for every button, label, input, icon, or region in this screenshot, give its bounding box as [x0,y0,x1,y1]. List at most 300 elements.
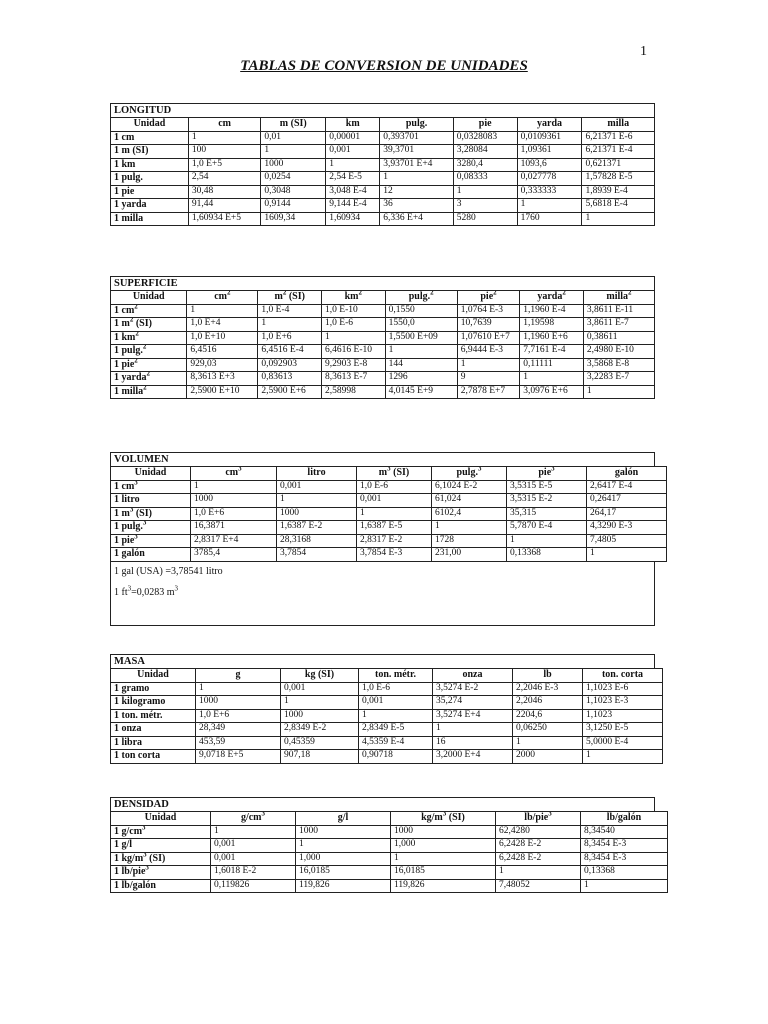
row-unit: 1 libra [111,736,196,750]
table-row [111,131,655,145]
table-cell: 1,1023 E-6 [583,682,663,696]
row-unit: 1 kilogramo [111,696,196,710]
table-cell: 0,0109361 [517,131,582,145]
conversion-table [110,117,655,226]
table-cell: 2,5900 E+6 [258,385,322,399]
table-cell: 1,0 E-4 [258,304,322,318]
table-cell: 1 [277,494,357,508]
table-cell: 1,0 E+4 [187,318,258,332]
page-number: 1 [640,44,647,59]
table-cell: 16,0185 [391,866,496,880]
table-cell: 1,60934 [326,212,380,226]
table-cell: 1 [322,331,386,345]
table-cell: 0,26417 [587,494,667,508]
section-title: VOLUMEN [110,452,655,466]
table-cell: 2,6417 E-4 [587,480,667,494]
table-cell: 0,13368 [581,866,668,880]
table-header-row [111,291,655,305]
table-cell: 0,45359 [281,736,359,750]
table-cell: 1000 [391,825,496,839]
row-unit: 1 ton corta [111,750,196,764]
table-cell: 231,00 [432,548,507,562]
table-row [111,318,655,332]
row-unit: 1 galón [111,548,191,562]
row-unit: 1 $cm^3$ [111,480,191,494]
table-cell: 2,8317 E+4 [191,534,277,548]
column-header: $g/cm^3$ [211,812,296,826]
table-cell: 1609,34 [261,212,326,226]
table-cell: 0,333333 [517,185,582,199]
table-cell: 1 [496,866,581,880]
table-row [111,839,668,853]
row-unit: 1 gramo [111,682,196,696]
section-title: MASA [110,654,655,668]
table-cell: 2204,6 [513,709,583,723]
table-cell: 1,0 E+5 [188,158,260,172]
column-header: g [196,669,281,683]
table-cell: 0,393701 [380,131,454,145]
table-cell: 1 [191,480,277,494]
table-cell: 0,119826 [211,879,296,893]
column-header: $m^3$ (SI) [357,467,432,481]
row-unit: 1 cm [111,131,189,145]
table-cell: 1 [587,548,667,562]
table-cell: 1760 [517,212,582,226]
table-cell: 4,0145 E+9 [385,385,457,399]
table-cell: 6102,4 [432,507,507,521]
table-cell: 6,4516 [187,345,258,359]
table-cell: 0,001 [281,682,359,696]
table-cell: 3,048 E-4 [326,185,380,199]
table-cell: 12 [380,185,454,199]
conversion-table [110,466,667,562]
column-header: pie [453,118,517,132]
table-cell: 30,48 [188,185,260,199]
table-cell: 5,7870 E-4 [507,521,587,535]
table-row [111,521,667,535]
section-title: LONGITUD [110,103,655,117]
table-cell: 1,09361 [517,145,582,159]
table-cell: 2,54 [188,172,260,186]
table-cell: 9,0718 E+5 [196,750,281,764]
row-unit: 1 yarda [111,199,189,213]
conversion-table [110,668,663,764]
column-header: Unidad [111,812,211,826]
column-header: pulg.$^3$ [432,467,507,481]
table-cell: 1000 [281,709,359,723]
column-header: m (SI) [261,118,326,132]
row-unit: 1 litro [111,494,191,508]
table-cell: 453,59 [196,736,281,750]
table-row [111,682,663,696]
table-cell: 61,024 [432,494,507,508]
note-line: 1 gal (USA) =3,78541 litro [114,565,223,577]
table-cell: 1 [432,521,507,535]
table-row [111,866,668,880]
table-cell: 0,001 [357,494,432,508]
table-cell: 0,38611 [583,331,654,345]
table-cell: 3,5315 E-2 [507,494,587,508]
table-cell: 6,2428 E-2 [496,852,581,866]
table-cell: 16,0185 [296,866,391,880]
table-cell: 8,3613 E-7 [322,372,386,386]
table-cell: 1 [391,852,496,866]
table-cell: 5,0000 E-4 [583,736,663,750]
table-cell: 2,8349 E-2 [281,723,359,737]
table-cell: 1,1960 E-4 [520,304,584,318]
table-cell: 1,0 E+10 [187,331,258,345]
table-cell: 1,8939 E-4 [582,185,655,199]
table-row [111,696,663,710]
table-row [111,145,655,159]
table-cell: 28,349 [196,723,281,737]
row-unit: 1 pie$^2$ [111,358,187,372]
table-cell: 1,5500 E+09 [385,331,457,345]
column-header: lb/pie$^3$ [496,812,581,826]
table-row [111,358,655,372]
table-cell: 28,3168 [277,534,357,548]
table-cell: 1,1023 [583,709,663,723]
table-cell: 1,57828 E-5 [582,172,655,186]
row-unit: 1 $m^2$ (SI) [111,318,187,332]
table-cell: 0,00001 [326,131,380,145]
table-cell: 16 [433,736,513,750]
table-cell: 7,48052 [496,879,581,893]
table-row [111,494,667,508]
table-cell: 1 [296,839,391,853]
table-cell: 1 [520,372,584,386]
table-cell: 5,6818 E-4 [582,199,655,213]
table-cell: 3,8611 E-11 [583,304,654,318]
table-cell: 3,5274 E-2 [433,682,513,696]
table-cell: 9,144 E-4 [326,199,380,213]
table-cell: 0,13368 [507,548,587,562]
table-cell: 0,001 [277,480,357,494]
column-header: Unidad [111,669,196,683]
table-row [111,480,667,494]
column-header: pie$^3$ [507,467,587,481]
page-title: TABLAS DE CONVERSION DE UNIDADES [240,58,528,74]
column-header: cm [188,118,260,132]
section-longitud [110,103,655,226]
table-cell: 1 [188,131,260,145]
table-cell: 119,826 [391,879,496,893]
column-header: Unidad [111,467,191,481]
table-cell: 0,83613 [258,372,322,386]
table-cell: 1 [457,358,520,372]
section-masa [110,654,655,764]
table-row [111,548,667,562]
table-cell: 3,7854 E-3 [357,548,432,562]
table-cell: 907,18 [281,750,359,764]
table-cell: 3,5868 E-8 [583,358,654,372]
row-unit: 1 pie$^3$ [111,534,191,548]
table-row [111,750,663,764]
table-cell: 1,1023 E-3 [583,696,663,710]
table-cell: 7,4805 [587,534,667,548]
row-unit: 1 $km^2$ [111,331,187,345]
table-cell: 0,1550 [385,304,457,318]
table-cell: 1,60934 E+5 [188,212,260,226]
section-title: SUPERFICIE [110,276,655,290]
table-row [111,534,667,548]
table-cell: 1 [187,304,258,318]
table-cell: 0,001 [326,145,380,159]
column-header: Unidad [111,291,187,305]
table-cell: 6,4516 E-4 [258,345,322,359]
section-volumen [110,452,655,626]
table-cell: 91,44 [188,199,260,213]
table-cell: 1,0764 E-3 [457,304,520,318]
column-header: pulg. [380,118,454,132]
table-row [111,385,655,399]
table-cell: 1,000 [391,839,496,853]
table-cell: 1 [326,158,380,172]
table-cell: 3,0976 E+6 [520,385,584,399]
conversion-table [110,290,655,399]
row-unit: 1 $kg/m^3$ (SI) [111,852,211,866]
column-header: ton. métr. [359,669,433,683]
table-cell: 3,7854 [277,548,357,562]
table-cell: 1 [385,345,457,359]
table-cell: 1 [380,172,454,186]
table-cell: 6,2428 E-2 [496,839,581,853]
table-cell: 1,6387 E-5 [357,521,432,535]
column-header: pie$^2$ [457,291,520,305]
column-header: $km^2$ [322,291,386,305]
table-cell: 2,58998 [322,385,386,399]
table-cell: 6,9444 E-3 [457,345,520,359]
table-cell: 0,3048 [261,185,326,199]
table-cell: 6,21371 E-4 [582,145,655,159]
row-unit: 1 milla [111,212,189,226]
table-cell: 1 [196,682,281,696]
row-unit: 1 lb/galón [111,879,211,893]
table-cell: 1,6018 E-2 [211,866,296,880]
table-cell: 3,2000 E+4 [433,750,513,764]
table-cell: 1728 [432,534,507,548]
table-cell: 1 [582,212,655,226]
table-cell: 0,06250 [513,723,583,737]
table-cell: 1000 [191,494,277,508]
column-header: $m^2$ (SI) [258,291,322,305]
conversion-table [110,811,668,893]
row-unit: 1 ton. métr. [111,709,196,723]
table-row [111,723,663,737]
table-cell: 0,0254 [261,172,326,186]
table-cell: 1,19598 [520,318,584,332]
table-cell: 1,0 E-10 [322,304,386,318]
table-cell: 8,34540 [581,825,668,839]
table-cell: 1000 [296,825,391,839]
table-cell: 1 [281,696,359,710]
table-cell: 3280,4 [453,158,517,172]
table-cell: 3,5315 E-5 [507,480,587,494]
table-cell: 35,274 [433,696,513,710]
table-row [111,879,668,893]
table-cell: 39,3701 [380,145,454,159]
table-cell: 35,315 [507,507,587,521]
table-cell: 0,0328083 [453,131,517,145]
table-cell: 8,3454 E-3 [581,839,668,853]
table-cell: 36 [380,199,454,213]
table-cell: 1,0 E-6 [322,318,386,332]
table-header-row [111,118,655,132]
table-cell: 4,3290 E-3 [587,521,667,535]
table-row [111,212,655,226]
table-cell: 1,1960 E+6 [520,331,584,345]
column-header: ton. corta [583,669,663,683]
table-cell: 4,5359 E-4 [359,736,433,750]
table-cell: 119,826 [296,879,391,893]
table-cell: 5280 [453,212,517,226]
row-unit: 1 pie [111,185,189,199]
table-notes [110,562,655,626]
row-unit: 1 km [111,158,189,172]
column-header: yarda [517,118,582,132]
table-cell: 9,2903 E-8 [322,358,386,372]
table-cell: 3,5274 E+4 [433,709,513,723]
table-header-row [111,467,667,481]
table-cell: 3,93701 E+4 [380,158,454,172]
column-header: onza [433,669,513,683]
table-cell: 6,4616 E-10 [322,345,386,359]
table-cell: 1000 [277,507,357,521]
column-header: Unidad [111,118,189,132]
table-row [111,304,655,318]
column-header: pulg.$^2$ [385,291,457,305]
row-unit: 1 pulg.$^2$ [111,345,187,359]
table-cell: 2,8349 E-5 [359,723,433,737]
column-header: $cm^2$ [187,291,258,305]
table-cell: 3,2283 E-7 [583,372,654,386]
table-cell: 0,092903 [258,358,322,372]
table-row [111,372,655,386]
table-cell: 144 [385,358,457,372]
table-cell: 1 [258,318,322,332]
table-cell: 1 [517,199,582,213]
table-cell: 1 [507,534,587,548]
table-cell: 3,28084 [453,145,517,159]
row-unit: 1 yarda$^2$ [111,372,187,386]
table-cell: 2,2046 E-3 [513,682,583,696]
table-row [111,825,668,839]
table-cell: 0,01 [261,131,326,145]
table-cell: 9 [457,372,520,386]
column-header: yarda$^2$ [520,291,584,305]
table-cell: 1 [581,879,668,893]
table-row [111,709,663,723]
table-cell: 3785,4 [191,548,277,562]
table-cell: 10,7639 [457,318,520,332]
row-unit: 1 g/l [111,839,211,853]
table-cell: 264,17 [587,507,667,521]
table-cell: 0,9144 [261,199,326,213]
table-cell: 1 [211,825,296,839]
section-title: DENSIDAD [110,797,655,811]
table-row [111,852,668,866]
table-cell: 2000 [513,750,583,764]
table-cell: 2,8317 E-2 [357,534,432,548]
table-header-row [111,812,668,826]
section-densidad [110,797,655,893]
table-header-row [111,669,663,683]
column-header: $cm^3$ [191,467,277,481]
column-header: lb/galón [581,812,668,826]
column-header: milla [582,118,655,132]
table-cell: 1,0 E-6 [357,480,432,494]
table-cell: 0,90718 [359,750,433,764]
table-row [111,507,667,521]
table-cell: 1000 [261,158,326,172]
table-row [111,331,655,345]
table-cell: 1,0 E-6 [359,682,433,696]
table-cell: 100 [188,145,260,159]
table-row [111,345,655,359]
table-cell: 2,7878 E+7 [457,385,520,399]
row-unit: 1 $m^3$ (SI) [111,507,191,521]
table-row [111,172,655,186]
table-cell: 2,2046 [513,696,583,710]
table-cell: 0,001 [211,839,296,853]
table-cell: 1000 [196,696,281,710]
row-unit: 1 lb/pie$^3$ [111,866,211,880]
column-header: km [326,118,380,132]
table-cell: 1 [513,736,583,750]
row-unit: 1 pulg.$^3$ [111,521,191,535]
table-cell: 0,001 [211,852,296,866]
table-cell: 62,4280 [496,825,581,839]
table-cell: 0,621371 [582,158,655,172]
column-header: litro [277,467,357,481]
column-header: milla$^2$ [583,291,654,305]
column-header: kg (SI) [281,669,359,683]
table-cell: 1 [359,709,433,723]
table-cell: 1 [583,385,654,399]
table-cell: 3,1250 E-5 [583,723,663,737]
row-unit: 1 onza [111,723,196,737]
section-superficie [110,276,655,399]
table-cell: 0,11111 [520,358,584,372]
table-cell: 2,54 E-5 [326,172,380,186]
table-cell: 1,6387 E-2 [277,521,357,535]
row-unit: 1 m (SI) [111,145,189,159]
table-cell: 0,08333 [453,172,517,186]
row-unit: 1 pulg. [111,172,189,186]
table-cell: 1 [433,723,513,737]
table-cell: 1,000 [296,852,391,866]
table-cell: 8,3454 E-3 [581,852,668,866]
table-cell: 1,0 E+6 [191,507,277,521]
table-cell: 1 [357,507,432,521]
table-cell: 3 [453,199,517,213]
table-cell: 1 [583,750,663,764]
column-header: $kg/m^3$ (SI) [391,812,496,826]
row-unit: 1 $cm^2$ [111,304,187,318]
table-row [111,199,655,213]
table-cell: 16,3871 [191,521,277,535]
table-cell: 1,07610 E+7 [457,331,520,345]
table-row [111,185,655,199]
table-row [111,158,655,172]
table-cell: 1093,6 [517,158,582,172]
table-cell: 6,336 E+4 [380,212,454,226]
note-line: 1 $ft^3=0,0283$ $m^3$ [114,584,179,598]
table-cell: 2,5900 E+10 [187,385,258,399]
row-unit: 1 milla$^2$ [111,385,187,399]
table-cell: 7,7161 E-4 [520,345,584,359]
table-cell: 1,0 E+6 [258,331,322,345]
